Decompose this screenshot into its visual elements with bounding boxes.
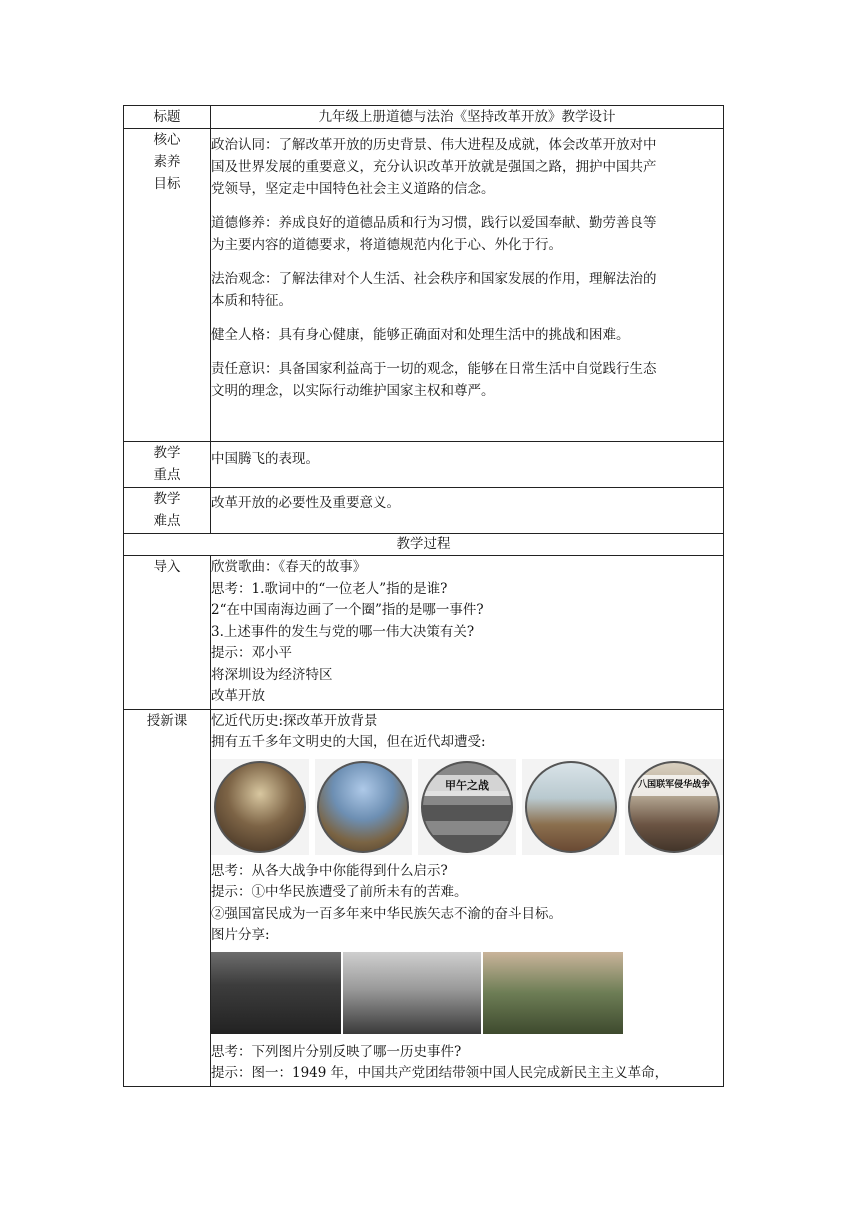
diff-label-line: 教学 <box>153 491 181 507</box>
key-label-line: 重点 <box>153 467 181 483</box>
core-content <box>211 129 724 442</box>
core-label-line: 核心 <box>153 132 181 148</box>
old-summer-palace-ruins-image <box>317 761 409 853</box>
new-lesson-line: 拥有五千多年文明史的大国，但在近代却遭受: <box>211 734 486 750</box>
war-image-slot <box>418 759 516 855</box>
new-lesson-label: 授新课 <box>124 709 211 1086</box>
key-label-line: 教学 <box>153 445 181 461</box>
new-lesson-row <box>124 709 724 1086</box>
responsibility-paragraph <box>211 358 723 402</box>
intro-content <box>211 556 724 710</box>
new-lesson-line: 思考：下列图片分别反映了哪一历史事件? <box>211 1043 462 1060</box>
process-header: 教学过程 <box>124 534 724 556</box>
new-lesson-line: 图片分享: <box>211 927 270 943</box>
difficulty-label <box>124 488 211 534</box>
text-line: 道德修养：养成良好的道德品质和行为习惯，践行以爱国奉献、勤劳善良等 <box>211 215 657 231</box>
text-line: 健全人格：具有身心健康，能够正确面对和处理生活中的挑战和困难。 <box>211 327 630 343</box>
core-label <box>124 129 211 442</box>
difficulty-value: 改革开放的必要性及重要意义。 <box>211 488 724 534</box>
key-point-row <box>124 442 724 488</box>
intro-line: 2“在中国南海边画了一个圈”指的是哪一事件? <box>211 602 484 618</box>
text-line: 为主要内容的道德要求，将道德规范内化于心、外化于行。 <box>211 237 562 253</box>
war-image-slot <box>625 759 723 855</box>
healthy-personality-paragraph <box>211 324 723 346</box>
political-identity-paragraph <box>211 134 723 200</box>
new-lesson-content <box>211 709 724 1086</box>
title-label: 标题 <box>124 106 211 129</box>
history-photos-strip <box>211 952 723 1034</box>
intro-line: 改革开放 <box>211 688 265 704</box>
intro-line: 3.上述事件的发生与党的哪一伟大决策有关? <box>211 623 475 640</box>
core-row <box>124 129 724 442</box>
text-line: 国及世界发展的重要意义，充分认识改革开放就是强国之路，拥护中国共产 <box>211 159 657 175</box>
new-lesson-line: 提示：①中华民族遭受了前所未有的苦难。 <box>211 884 468 900</box>
key-point-value: 中国腾飞的表现。 <box>211 442 724 488</box>
new-lesson-line: 忆近代历史:探改革开放背景 <box>211 712 378 729</box>
plenary-session-photo <box>483 952 623 1034</box>
special-economic-zone-photo <box>343 952 481 1034</box>
new-lesson-line: 思考：从各大战争中你能得到什么启示? <box>211 862 448 879</box>
intro-line: 欣赏歌曲：《春天的故事》 <box>211 559 367 575</box>
new-lesson-line: ②强国富民成为一百多年来中华民族矢志不渝的奋斗目标。 <box>211 905 562 922</box>
founding-ceremony-photo <box>211 952 341 1034</box>
text-line: 本质和特征。 <box>211 293 292 309</box>
eight-nation-alliance-image <box>628 761 720 853</box>
war-images-strip <box>211 759 723 855</box>
text-line: 党领导，坚定走中国特色社会主义道路的信念。 <box>211 181 495 197</box>
process-header-row <box>124 534 724 556</box>
difficulty-row <box>124 488 724 534</box>
title-value: 九年级上册道德与法治《坚持改革开放》教学设计 <box>211 106 724 129</box>
sino-japanese-war-image <box>421 761 513 853</box>
intro-line: 将深圳设为经济特区 <box>211 666 333 683</box>
diff-label-line: 难点 <box>153 513 181 529</box>
core-label-line: 素养 <box>153 154 181 170</box>
image-caption: 八国联军侵华战争 <box>630 775 718 797</box>
new-lesson-line: 提示：图一：1949 年，中国共产党团结带领中国人民完成新民主主义革命， <box>211 1065 669 1081</box>
intro-line: 思考：1.歌词中的“一位老人”指的是谁? <box>211 580 448 597</box>
text-line: 文明的理念，以实际行动维护国家主权和尊严。 <box>211 383 495 399</box>
intro-label: 导入 <box>124 556 211 710</box>
war-image-slot <box>522 759 620 855</box>
text-line: 政治认同：了解改革开放的历史背景、伟大进程及成就，体会改革开放对中 <box>211 137 657 153</box>
war-image-slot <box>315 759 413 855</box>
lesson-plan-table <box>123 105 724 1087</box>
key-point-label <box>124 442 211 488</box>
intro-row <box>124 556 724 710</box>
text-line: 责任意识：具备国家利益高于一切的观念，能够在日常生活中自觉践行生态 <box>211 361 657 377</box>
rule-of-law-paragraph <box>211 268 723 312</box>
moral-cultivation-paragraph <box>211 212 723 256</box>
treaty-signing-image <box>214 761 306 853</box>
naval-battle-image <box>525 761 617 853</box>
core-label-line: 目标 <box>153 176 181 192</box>
image-caption: 甲午之战 <box>423 775 511 797</box>
text-line: 法治观念：了解法律对个人生活、社会秩序和国家发展的作用，理解法治的 <box>211 271 657 287</box>
intro-line: 提示：邓小平 <box>211 645 292 661</box>
title-row <box>124 106 724 129</box>
war-image-slot <box>211 759 309 855</box>
